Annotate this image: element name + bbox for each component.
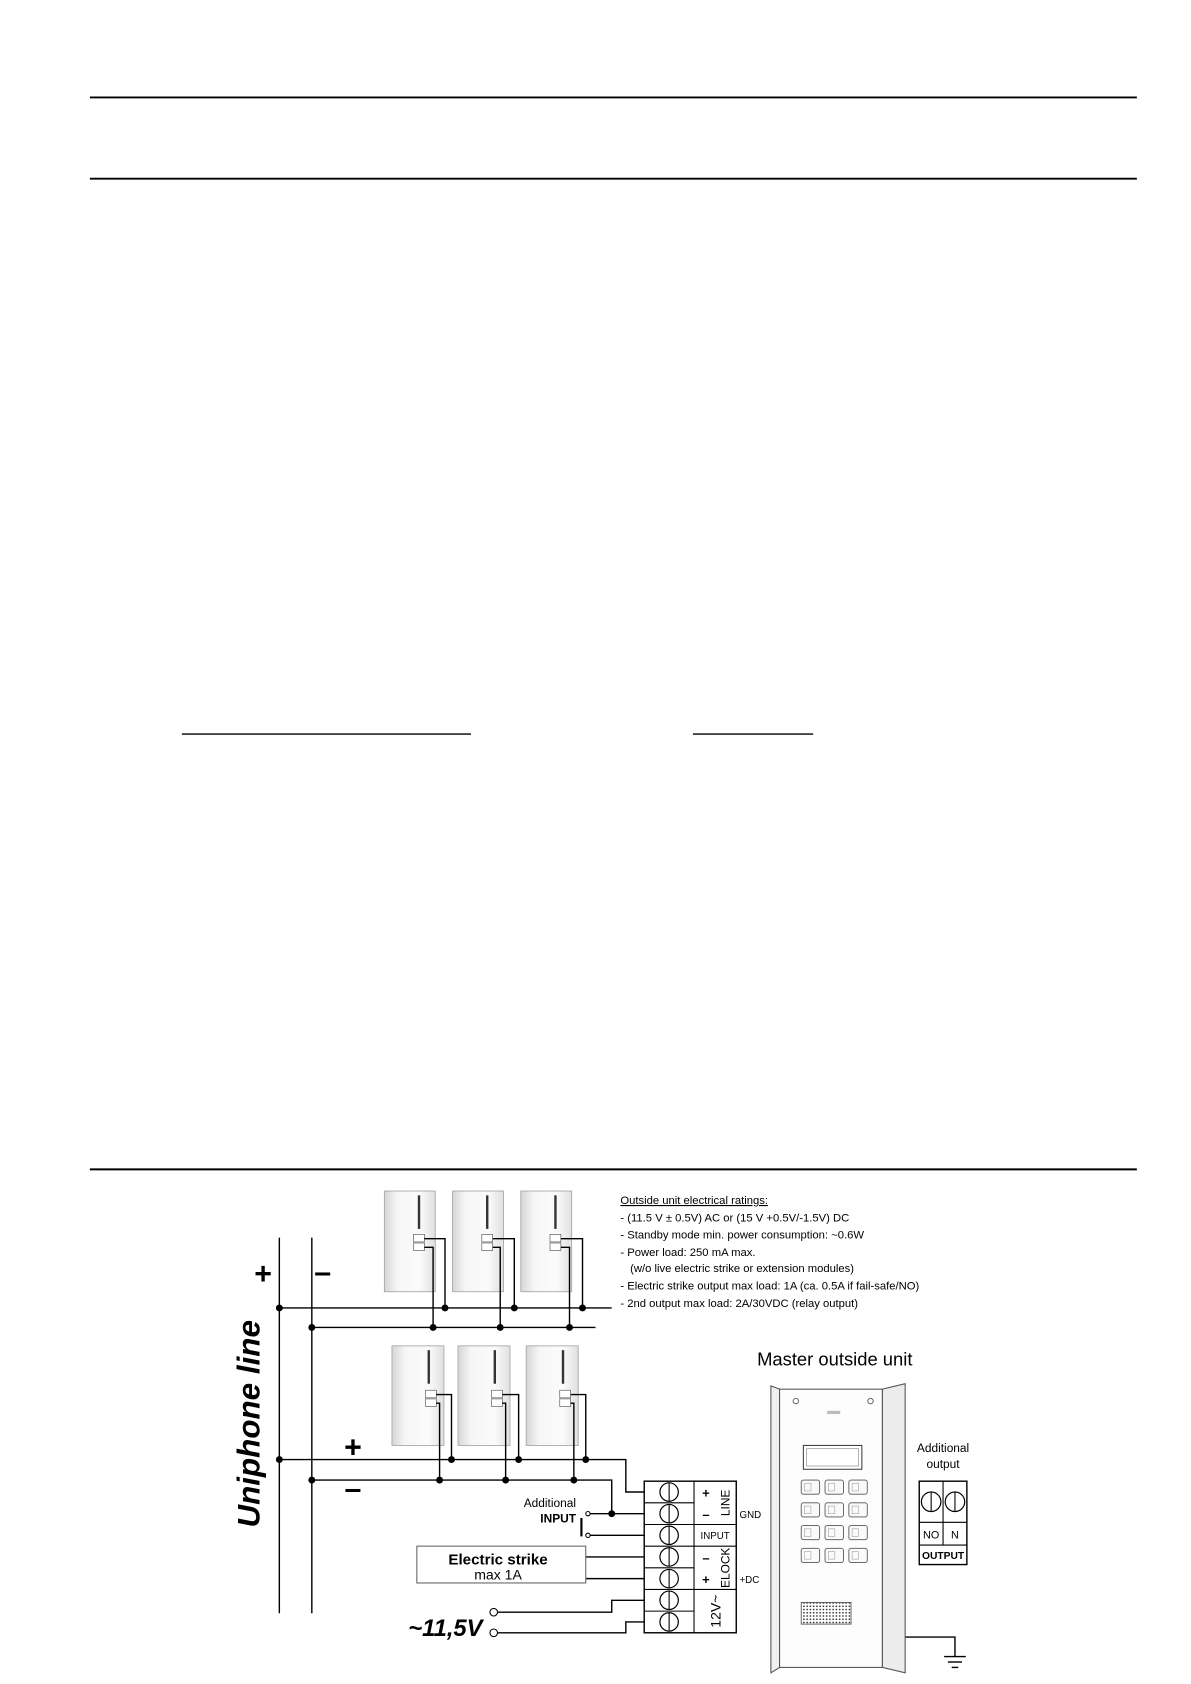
terminal-screw — [660, 1526, 678, 1544]
ratings-line: - Standby mode min. power consumption: ~0.6W — [620, 1229, 864, 1242]
junction-dot — [515, 1456, 522, 1463]
junction-dot — [579, 1304, 586, 1311]
input-terminal — [586, 1533, 590, 1537]
ratings-heading: Outside unit electrical ratings: — [620, 1195, 768, 1208]
handset-connector — [560, 1390, 571, 1398]
ratings-line: (w/o live electric strike or extension modules) — [630, 1263, 854, 1276]
unit-screw — [868, 1398, 873, 1403]
ratings-line: - Electric strike output max load: 1A (ca. 0.5A if fail-safe/NO) — [620, 1280, 920, 1293]
uniphone-line-label: Uniphone line — [231, 1320, 267, 1528]
handset — [526, 1346, 578, 1446]
junction-dot — [276, 1304, 283, 1311]
handset — [521, 1191, 572, 1292]
handset-connector — [492, 1390, 503, 1398]
terminal-screw — [660, 1504, 678, 1522]
keypad-key — [825, 1526, 843, 1540]
keypad-key — [825, 1480, 843, 1494]
electric-strike — [417, 1546, 586, 1583]
master-outside-unit — [757, 1348, 912, 1672]
junction-dot — [276, 1456, 283, 1463]
handset-connector — [426, 1390, 437, 1398]
elock-label: ELOCK — [718, 1547, 733, 1588]
ratings-line: - Power load: 250 mA max. — [620, 1246, 756, 1259]
handset-body — [453, 1191, 504, 1292]
plus-label-top: + — [254, 1258, 272, 1292]
speaker-grille — [801, 1602, 851, 1624]
keypad-key — [849, 1526, 867, 1540]
ground-icon — [944, 1657, 966, 1668]
additional-input-label: Additional — [523, 1496, 577, 1511]
mid-bus-plus — [279, 1460, 644, 1492]
handset-connector — [414, 1234, 425, 1242]
terminal-screw — [660, 1483, 678, 1501]
wiring-diagram — [232, 1191, 970, 1673]
additional-output-title: Additional — [916, 1440, 970, 1455]
output-no-label: NO — [923, 1529, 940, 1542]
keypad-key — [801, 1480, 819, 1494]
handset-connector — [426, 1399, 437, 1407]
dc-label: +DC — [739, 1574, 760, 1586]
line-label: LINE — [718, 1489, 733, 1517]
junction-dot — [436, 1477, 443, 1484]
gnd-label: GND — [739, 1510, 762, 1522]
keypad-key — [849, 1548, 867, 1562]
electric-strike-rating: max 1A — [474, 1566, 522, 1583]
handset-connector — [492, 1399, 503, 1407]
ratings-line: - (11.5 V ± 0.5V) AC or (15 V +0.5V/-1.5V) DC — [620, 1212, 850, 1225]
keypad-key — [801, 1503, 819, 1517]
junction-dot — [497, 1324, 504, 1331]
junction-dot — [582, 1456, 589, 1463]
unit-logo-mark — [827, 1411, 840, 1414]
additional-output — [917, 1441, 969, 1565]
handset — [392, 1346, 444, 1446]
power-supply — [408, 1608, 497, 1642]
output-screw — [921, 1492, 940, 1511]
unit-left-edge — [771, 1386, 780, 1673]
ratings-line: - 2nd output max load: 2A/30VDC (relay output) — [620, 1297, 859, 1310]
supply-wire-1 — [498, 1600, 644, 1612]
keypad-key — [801, 1526, 819, 1540]
handset — [384, 1191, 435, 1292]
master-unit-title: Master outside unit — [757, 1348, 913, 1370]
supply-wire-2 — [498, 1622, 644, 1633]
line-minus-label: – — [702, 1507, 710, 1523]
electrical-ratings — [620, 1195, 919, 1310]
minus-label-top: – — [314, 1255, 332, 1289]
additional-input — [524, 1496, 590, 1537]
terminal-screw — [660, 1613, 678, 1631]
terminal-screw — [660, 1569, 678, 1587]
line-plus-label: + — [702, 1485, 710, 1501]
junction-dot — [308, 1477, 315, 1484]
terminal-screw — [660, 1591, 678, 1609]
handset-connector — [482, 1234, 493, 1242]
keypad-key — [849, 1503, 867, 1517]
output-label: OUTPUT — [921, 1551, 965, 1563]
additional-input-title: INPUT — [540, 1511, 577, 1526]
terminal-screw — [660, 1548, 678, 1566]
junction-dot — [430, 1324, 437, 1331]
handset-connector — [550, 1243, 561, 1251]
output-screw — [945, 1492, 964, 1511]
electric-strike-title: Electric strike — [448, 1551, 548, 1569]
junction-dot — [566, 1324, 573, 1331]
supply-terminal — [490, 1608, 498, 1616]
junction-dot — [442, 1304, 449, 1311]
handset-connector — [482, 1243, 493, 1251]
plus-label-mid: + — [344, 1431, 362, 1465]
junction-dot — [308, 1324, 315, 1331]
input-terminal — [586, 1512, 590, 1516]
handset-connector — [560, 1399, 571, 1407]
elock-minus-label: – — [702, 1550, 710, 1566]
terminal-block — [644, 1481, 761, 1633]
minus-label-mid: – — [344, 1472, 362, 1506]
supply-terminal — [490, 1629, 498, 1637]
unit-screw — [793, 1398, 798, 1403]
junction-dot — [511, 1304, 518, 1311]
handset-body — [521, 1191, 572, 1292]
unit-right-side — [882, 1384, 905, 1673]
handset — [458, 1346, 510, 1446]
junction-dot — [570, 1477, 577, 1484]
supply-label: 12V~ — [707, 1594, 724, 1628]
keypad-key — [801, 1548, 819, 1562]
handset-connector — [414, 1243, 425, 1251]
keypad-key — [849, 1480, 867, 1494]
junction-dot — [608, 1510, 615, 1517]
ground-wire — [905, 1637, 955, 1656]
keypad-key — [825, 1503, 843, 1517]
keypad-key — [825, 1548, 843, 1562]
handset-connector — [550, 1234, 561, 1242]
output-n-label: N — [951, 1529, 959, 1542]
additional-output-subtitle: output — [926, 1457, 960, 1472]
handset — [453, 1191, 504, 1292]
junction-dot — [502, 1477, 509, 1484]
elock-plus-label: + — [702, 1572, 710, 1588]
supply-voltage-label: ~11,5V — [408, 1615, 483, 1643]
handset-body — [384, 1191, 435, 1292]
input-label: INPUT — [700, 1531, 730, 1543]
junction-dot — [448, 1456, 455, 1463]
